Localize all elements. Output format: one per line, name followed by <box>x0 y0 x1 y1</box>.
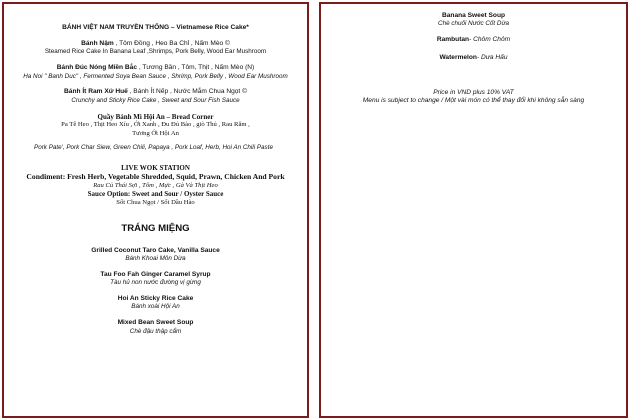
item-name-vi: Bánh Ít Ram Xứ Huế <box>64 88 128 96</box>
dessert-item <box>4 247 307 263</box>
fruit-name-vi: - Dưa Hấu <box>476 54 508 62</box>
wok-condiment-vi: Rau Củ Thái Sợi , Tôm , Mực , Gà Và Thịt Heo <box>93 181 218 189</box>
dessert-name-vi: Chè chuối Nước Cốt Dừa <box>438 20 509 28</box>
dessert-name-vi: Tàu hủ non nước đường vị gừng <box>110 279 201 287</box>
dessert-name-en: Tau Foo Fah Ginger Caramel Syrup <box>100 271 211 279</box>
wok-condiment: Condiment: Fresh Herb, Vegetable Shredded, Squid, Prawn, Chicken And Pork <box>26 172 285 182</box>
wok-sauce: Sauce Option: Sweet and Sour / Oyster Sauce <box>87 190 224 199</box>
fruit-name-en: Rambutan <box>436 36 470 44</box>
wok-sauce-vi: Sốt Chua Ngọt / Sốt Dầu Hào <box>116 198 195 206</box>
item-description-en: Steamed Rice Cake In Banana Leaf ,Shrimps, Pork Belly, Wood Ear Mushroom <box>44 48 267 56</box>
dessert-name-en: Grilled Coconut Taro Cake, Vanilla Sauce <box>91 247 220 255</box>
dessert-name-en: Mixed Bean Sweet Soup <box>117 319 194 327</box>
dessert-name-vi: Bánh xoài Hội An <box>131 303 180 311</box>
fruit-item-watermelon <box>321 54 626 62</box>
fruit-name-en: Watermelon <box>439 54 477 62</box>
menu-item-banh-it <box>4 88 307 104</box>
dessert-name-en: Banana Sweet Soup <box>441 12 506 19</box>
item-description-en: Crunchy and Sticky Rice Cake , Sweet and Sour Fish Sauce <box>71 96 240 104</box>
menu-page-right <box>319 2 628 418</box>
live-wok-station <box>4 164 307 207</box>
section-header-dessert: TRÁNG MIỆNG <box>121 223 190 235</box>
dessert-name-vi: Bánh Khoai Môn Dừa <box>125 255 186 263</box>
menu-item-banh-duc <box>4 64 307 80</box>
fruit-item-rambutan <box>321 36 626 44</box>
item-ingredients-vi: , Tôm Đồng , Heo Ba Chỉ , Nấm Mèo © <box>113 40 230 48</box>
item-ingredients-vi: , Bánh Ít Nếp , Nước Mắm Chua Ngọt © <box>127 88 247 96</box>
wok-title: LIVE WOK STATION <box>121 163 190 172</box>
right-column <box>321 12 626 105</box>
item-title <box>4 88 307 96</box>
left-column <box>4 24 307 343</box>
item-ingredients-vi: , Tương Bần , Tôm, Thịt , Nấm Mèo (N) <box>137 64 255 72</box>
menu-page-left <box>2 2 309 418</box>
dessert-item <box>4 319 307 335</box>
menu-change-note: Menu is subject to change / Một vài món có thể thay đổi khi không sẵn sàng <box>362 96 585 104</box>
menu-item-banh-mi <box>4 113 307 138</box>
dessert-item-banana-soup <box>321 12 626 28</box>
item-title <box>4 40 307 48</box>
item-description-en: Pork Pate', Pork Char Siew, Green Chili, Papaya , Pork Loaf, Herb, Hoi An Chili Paste <box>34 143 273 151</box>
dessert-name-vi: Chè đậu thập cẩm <box>129 327 182 335</box>
dessert-name-en: Hoi An Sticky Rice Cake <box>117 295 194 303</box>
menu-item-banh-nam <box>4 40 307 56</box>
item-ingredients-vi: Pa Tê Heo , Thịt Heo Xíu , Ớt Xanh , Đu Đủ Bào , giò Thủ , Rau Răm , <box>61 121 250 129</box>
item-description-en: Ha Noi " Banh Duc" , Fermented Soya Bean Sauce , Shrimp, Pork Belly , Wood Ear Mushroom <box>23 72 288 80</box>
fruit-name-vi: - Chôm Chôm <box>469 36 511 44</box>
section-header-rice-cake: BÁNH VIỆT NAM TRUYỀN THỐNG – Vietnamese Rice Cake* <box>62 24 249 31</box>
item-name-vi: Bánh Đúc Nóng Miền Bắc <box>56 64 138 72</box>
dessert-item <box>4 271 307 287</box>
item-title <box>4 64 307 72</box>
dessert-item <box>4 295 307 311</box>
item-ingredients-vi: Tương Ớt Hội An <box>132 129 179 137</box>
item-name: Quầy Bánh Mì Hội An – Bread Corner <box>97 112 214 121</box>
price-note: Price in VND plus 10% VAT <box>433 88 514 96</box>
item-name-vi: Bánh Nậm <box>81 40 114 48</box>
